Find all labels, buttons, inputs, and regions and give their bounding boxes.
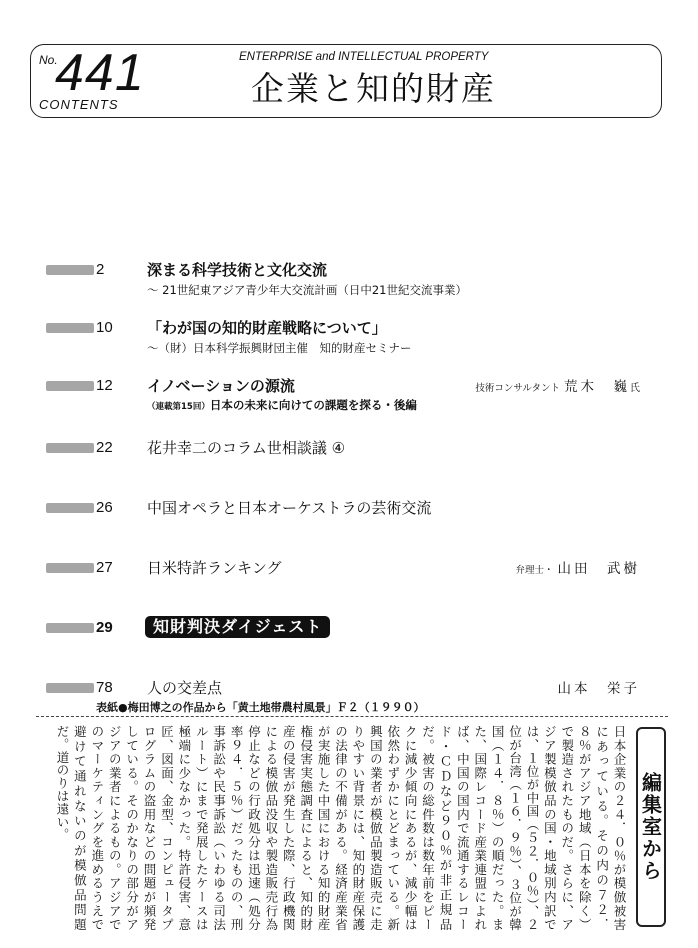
author-name: 山本 栄子 bbox=[557, 681, 640, 697]
issue-no-label: No. bbox=[39, 53, 58, 67]
toc-subtitle-text: 日本の未来に向けての課題を探る・後編 bbox=[209, 398, 417, 412]
toc-page-number: 78 bbox=[96, 679, 113, 696]
author-name: 荒木 巍 bbox=[564, 379, 630, 395]
toc-title[interactable]: 人の交差点 bbox=[147, 679, 223, 697]
series-number: （連載第15回） bbox=[147, 402, 210, 412]
page-marker-bar bbox=[46, 443, 94, 453]
page-marker-bar bbox=[46, 323, 94, 333]
page-marker-bar bbox=[46, 381, 94, 391]
author-role: 弁理士・ bbox=[515, 565, 554, 576]
toc-title[interactable]: 日米特許ランキング bbox=[147, 559, 282, 577]
editorial-body: 日本企業の２４．０％が模倣被害にあっている。その内の７２．８％がアジア地域（日本を除く）で製造されたものだ。さらに、アジア製模倣品の国・地域別内訳では、１位が中国（５２．０％）、２位が台湾（１６．９％）、３位が韓国（１４．８％）の順だった。また、国際レコード産業連盟によれば、中国の国内で流通するレコード・ＣＤなど９０％が非正規品だ。被害の総件数は数年前をピークに減少傾向にあるが、減少幅は依然わずかにとどまっている。新興国の業者が模倣品製造販売に走りやすい背景には、知的財産保護の法律の不備がある。経済産業省が実施した中国における知的財産権侵害実態調査によると、知的財産の侵害が発生した際、行政機関による模倣品没収や製造販売行為停止などの行政処分は迅速（処分率９４．５％）だったものの、刑事訴訟や民事訴訟（いわゆる司法ルート）にまで発展したケースは極端に少なかった。特許侵害、意匠、図面、金型、コンピュータプログラムの盗用などの問題が頻発している。そのかなりの部分がアジアの業者によるもの。アジアでのマーケティングを進めるうえで避けて通れないのが模倣品問題だ。道のりは遠い。 bbox=[55, 725, 627, 931]
contents-label: CONTENTS bbox=[39, 97, 119, 112]
issue-number: 441 bbox=[55, 44, 145, 102]
magazine-title-en: ENTERPRISE and INTELLECTUAL PROPERTY bbox=[239, 51, 489, 63]
toc-title[interactable]: 「わが国の知的財産戦略について」 bbox=[147, 319, 387, 337]
toc-subtitle bbox=[147, 397, 417, 415]
toc-author bbox=[515, 560, 640, 580]
toc-page-number: 29 bbox=[96, 619, 113, 636]
toc-title[interactable]: イノベーションの源流 bbox=[147, 377, 295, 395]
page-marker-bar bbox=[46, 265, 94, 275]
author-name: 山田 武樹 bbox=[557, 561, 640, 577]
author-honorific: 氏 bbox=[630, 383, 640, 394]
toc-page-number: 27 bbox=[96, 559, 113, 576]
toc-page-number: 10 bbox=[96, 319, 113, 336]
toc-title[interactable]: 中国オペラと日本オーケストラの芸術交流 bbox=[147, 499, 432, 517]
magazine-title-ja: 企業と知的財産 bbox=[251, 69, 496, 108]
toc-page-number: 26 bbox=[96, 499, 113, 516]
toc-page-number: 22 bbox=[96, 439, 113, 456]
toc-subtitle: ～（財）日本科学振興財団主催 知的財産セミナー bbox=[147, 341, 412, 355]
page-marker-bar bbox=[46, 683, 94, 693]
editorial-section bbox=[36, 716, 668, 938]
toc-author bbox=[558, 680, 641, 698]
toc-title[interactable]: 深まる科学技術と文化交流 bbox=[147, 261, 328, 279]
toc-title-highlight[interactable]: 知財判決ダイジェスト bbox=[145, 616, 330, 638]
toc-page-number: 12 bbox=[96, 377, 113, 394]
page-marker-bar bbox=[46, 563, 94, 573]
toc-page-number: 2 bbox=[96, 261, 105, 278]
cover-credit: 表紙●梅田博之の作品から「黄土地帯農村風景」Ｆ２（１９９０） bbox=[96, 701, 425, 714]
toc-subtitle: ～ 21世紀東アジア青少年大交流計画（日中21世紀交流事業） bbox=[147, 283, 467, 297]
toc-title[interactable]: 花井幸二のコラム世相談議 ④ bbox=[147, 439, 346, 457]
author-role: 技術コンサルタント bbox=[475, 383, 560, 394]
page-marker-bar bbox=[46, 503, 94, 513]
editorial-heading: 編集室から bbox=[636, 727, 666, 927]
toc-author bbox=[475, 378, 640, 398]
page-marker-bar bbox=[46, 623, 94, 633]
